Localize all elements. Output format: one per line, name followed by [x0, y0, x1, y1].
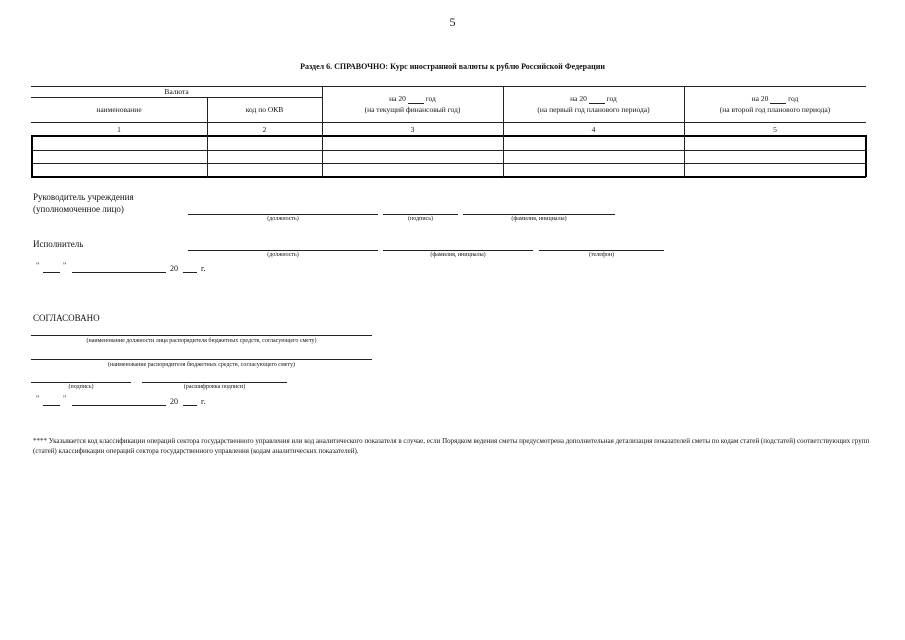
section-title: Раздел 6. СПРАВОЧНО: Курс иностранной валюты к рублю Российской Федерации	[300, 62, 605, 71]
date2-quote-close: "	[63, 394, 67, 403]
date2-quote-open: "	[36, 394, 40, 403]
col-number-5: 5	[773, 125, 777, 134]
approved-decode-line[interactable]	[142, 382, 287, 383]
footnote: **** Указывается код классификации операций сектора государственного управления или код аналитического показателя в случае, если Порядком ведения сметы предусмотрена дополнительная детализация показателей сметы по кодам статей (подстатей) соответствующих групп (статей) классификации операций сектора государственного управления (кодам аналитических показателей).	[33, 437, 870, 455]
header-col4-sub: (на первый год планового периода)	[537, 105, 650, 114]
col-number-4: 4	[591, 125, 596, 134]
header-bottom-border	[31, 122, 866, 123]
executor-name-caption: (фамилия, инициалы)	[430, 252, 486, 258]
row-divider-1	[31, 150, 866, 151]
header-col5-sub: (на второй год планового периода)	[719, 105, 831, 114]
approved-official-line[interactable]	[31, 335, 372, 336]
head-signature-caption: (подпись)	[408, 216, 433, 222]
numbers-bottom-border	[31, 135, 866, 137]
header-col3-sub: (на текущий финансовый год)	[364, 105, 461, 114]
header-col4-year: на 20 год	[570, 94, 617, 103]
date-year-suffix: г.	[201, 264, 206, 273]
executor-phone-line[interactable]	[539, 250, 664, 251]
date2-year-prefix: 20	[170, 397, 178, 406]
header-currency: Валюта	[164, 87, 189, 96]
head-name-line[interactable]	[463, 214, 615, 215]
executor-name-line[interactable]	[383, 250, 533, 251]
executor-position-caption: (должность)	[267, 252, 299, 258]
executor-phone-caption: (телефон)	[588, 252, 615, 258]
currency-group-divider	[31, 97, 322, 98]
date2-day-line[interactable]	[43, 405, 60, 406]
date-year-line[interactable]	[183, 272, 197, 273]
head-label: Руководитель учреждения	[33, 192, 134, 202]
header-name: наименование	[96, 105, 142, 114]
head-position-line[interactable]	[188, 214, 378, 215]
executor-label: Исполнитель	[33, 239, 84, 249]
approved-signature-line[interactable]	[31, 382, 131, 383]
head-position-caption: (должность)	[267, 216, 299, 222]
header-col3-year: на 20 год	[389, 94, 436, 103]
head-signature-line[interactable]	[383, 214, 458, 215]
table-bottom-border	[31, 176, 866, 178]
date-quote-close: "	[63, 261, 67, 270]
date-day-line[interactable]	[43, 272, 60, 273]
data-left-border	[31, 135, 33, 177]
executor-position-line[interactable]	[188, 250, 378, 251]
head-label-sub: (уполномоченное лицо)	[33, 204, 124, 214]
col-number-2: 2	[262, 125, 267, 134]
approved-org-caption: (наименование распорядителя бюджетных средств, согласующего смету)	[108, 362, 295, 368]
page-number: 5	[449, 15, 456, 29]
approved-official-caption: (наименование должности лица распорядителя бюджетных средств, согласующего смету)	[86, 338, 317, 344]
date-year-prefix: 20	[170, 264, 178, 273]
approved-signature-caption: (подпись)	[68, 384, 94, 390]
head-name-caption: (фамилия, инициалы)	[511, 216, 567, 222]
approved-decode-caption: (расшифровка подписи)	[183, 384, 246, 390]
col-number-1: 1	[117, 125, 121, 134]
row-divider-2	[31, 163, 866, 164]
header-col5-year: на 20 год	[751, 94, 799, 103]
header-code: код по ОКВ	[245, 105, 284, 114]
date-month-line[interactable]	[72, 272, 166, 273]
approved-label: СОГЛАСОВАНО	[33, 313, 100, 323]
date2-year-suffix: г.	[201, 397, 206, 406]
date-quote-open: "	[36, 261, 40, 270]
date2-month-line[interactable]	[72, 405, 166, 406]
date2-year-line[interactable]	[183, 405, 197, 406]
col-number-3: 3	[410, 125, 415, 134]
data-right-border	[865, 135, 867, 177]
approved-org-line[interactable]	[31, 359, 372, 360]
